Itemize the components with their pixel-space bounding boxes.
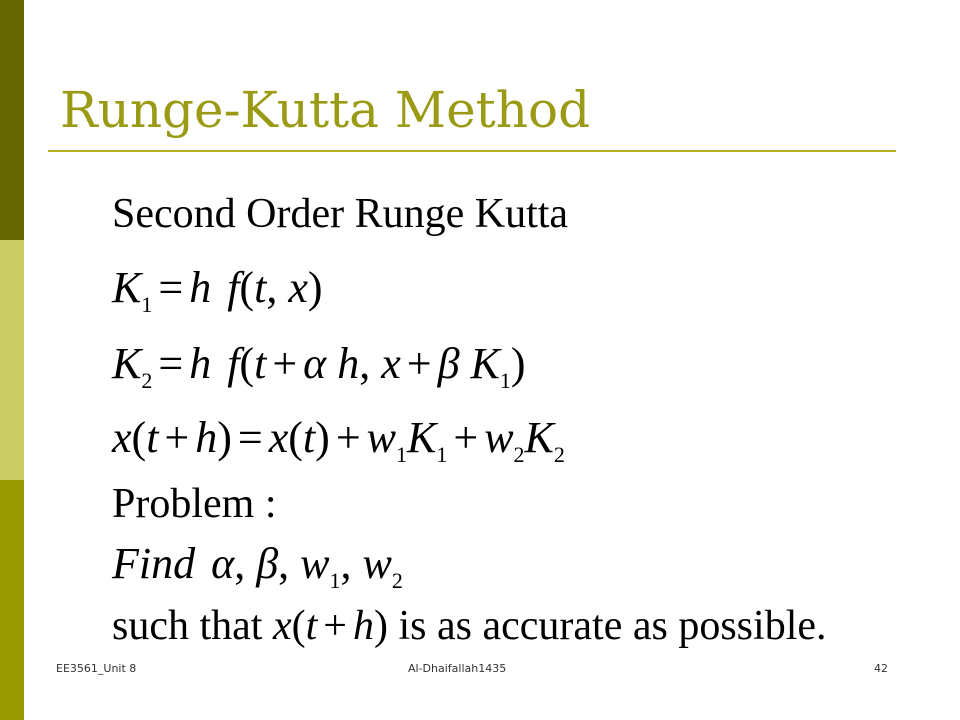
accuracy-statement <box>112 602 827 650</box>
accuracy-expression: x(t + h) <box>272 603 388 649</box>
slide-sidebar <box>0 0 24 720</box>
find-statement: Find α, β, $w_1$, $w_2$ <box>112 539 403 593</box>
equation-update: $x(t + h) = x(t) + w_1K_1 + w_2K_2$ <box>112 413 565 467</box>
such-that-prefix: such that <box>112 603 263 649</box>
footer-author: Al-Dhaifallah1435 <box>408 662 507 675</box>
footer-course: EE3561_Unit 8 <box>56 662 137 675</box>
sidebar-segment-middle <box>0 240 24 480</box>
problem-label: Problem : <box>112 481 277 527</box>
equation-k1: $K_1 = h$ f(t, x) <box>112 263 323 317</box>
slide-title: Runge-Kutta Method <box>60 81 591 139</box>
find-word: Find <box>112 539 196 588</box>
title-underline <box>48 150 896 152</box>
page-number: 42 <box>874 662 888 675</box>
sidebar-segment-top <box>0 0 24 240</box>
section-heading: Second Order Runge Kutta <box>112 191 569 237</box>
sidebar-segment-bottom <box>0 480 24 720</box>
such-that-suffix: is as accurate as possible. <box>398 603 827 649</box>
equation-k2: $K_2 = h$ f(t + α h, x + β $K_1$) <box>112 339 526 393</box>
